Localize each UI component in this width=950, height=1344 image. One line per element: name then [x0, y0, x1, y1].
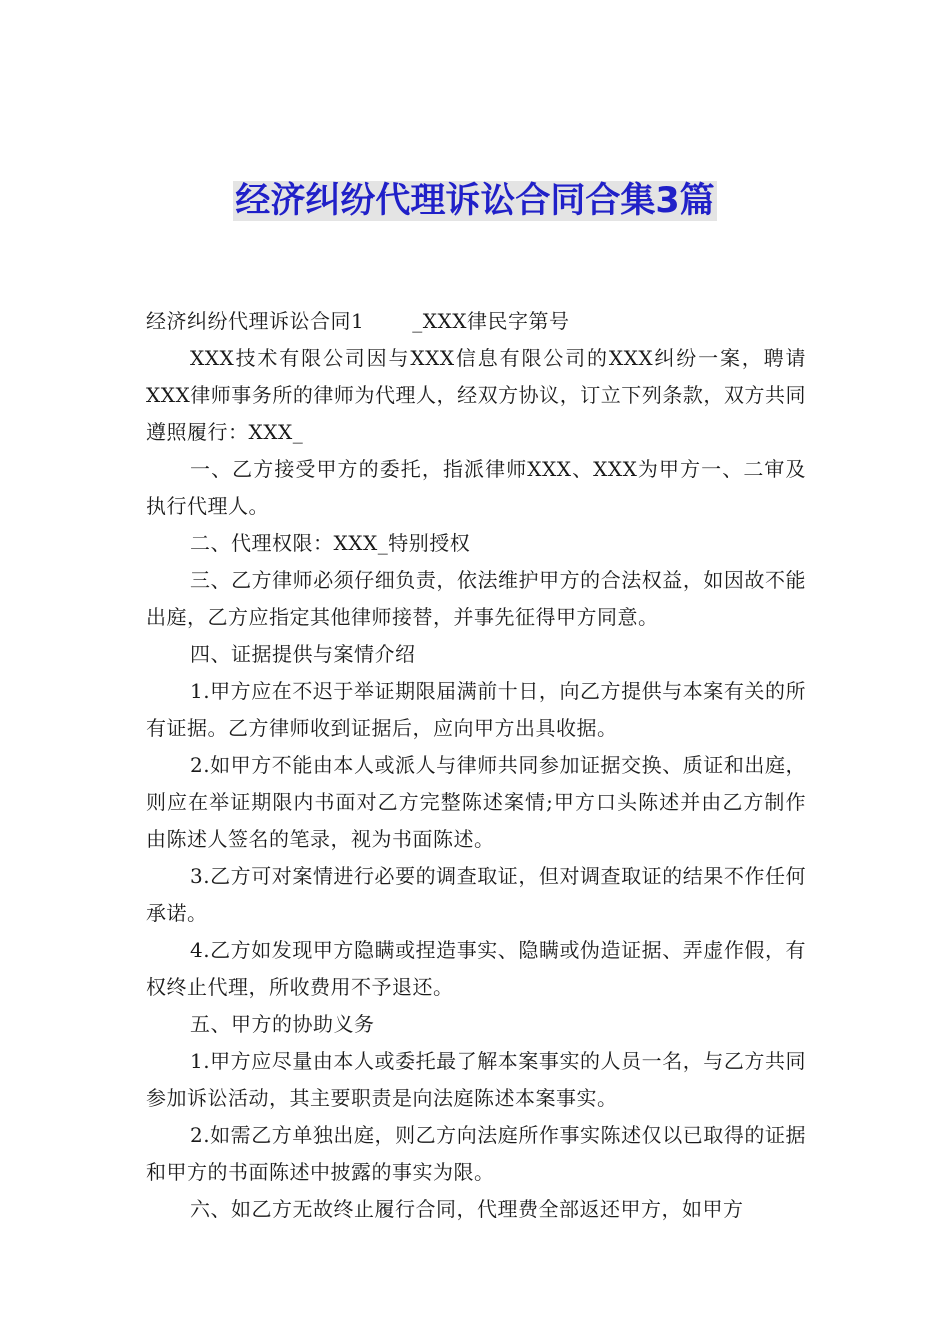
contract-number: _XXX律民字第号: [412, 309, 570, 333]
paragraph-preamble: XXX技术有限公司因与XXX信息有限公司的XXX纠纷一案，聘请XXX律师事务所的律师为代理人，经双方协议，订立下列条款，双方共同遵照履行：XXX_: [146, 346, 806, 444]
document-body: [146, 303, 806, 1228]
paragraph-clause-4-2: 2.如甲方不能由本人或派人与律师共同参加证据交换、质证和出庭，则应在举证期限内书面对乙方完整陈述案情;甲方口头陈述并由乙方制作由陈述人签名的笔录，视为书面陈述。: [146, 753, 806, 851]
contract-header-line: [146, 303, 806, 340]
paragraph-clause-3: 三、乙方律师必须仔细负责，依法维护甲方的合法权益，如因故不能出庭，乙方应指定其他律师接替，并事先征得甲方同意。: [146, 568, 806, 629]
paragraph-clause-4-heading: 四、证据提供与案情介绍: [190, 642, 416, 666]
paragraph-clause-4-3: 3.乙方可对案情进行必要的调查取证，但对调查取证的结果不作任何承诺。: [146, 864, 806, 925]
document-title-text: 经济纠纷代理诉讼合同合集3篇: [235, 181, 715, 221]
document-title: [0, 176, 950, 226]
paragraph-clause-2: 二、代理权限：XXX_特别授权: [190, 531, 471, 555]
header-spacer: [364, 303, 412, 340]
contract-name: 经济纠纷代理诉讼合同1: [146, 309, 365, 333]
paragraph-clause-4-1: 1.甲方应在不迟于举证期限届满前十日，向乙方提供与本案有关的所有证据。乙方律师收到证据后，应向甲方出具收据。: [146, 679, 806, 740]
paragraph-clause-4-4: 4.乙方如发现甲方隐瞒或捏造事实、隐瞒或伪造证据、弄虚作假，有权终止代理，所收费用不予退还。: [146, 938, 806, 999]
paragraph-clause-6: 六、如乙方无故终止履行合同，代理费全部返还甲方，如甲方: [190, 1197, 744, 1221]
paragraph-clause-5-1: 1.甲方应尽量由本人或委托最了解本案事实的人员一名，与乙方共同参加诉讼活动，其主要职责是向法庭陈述本案事实。: [146, 1049, 806, 1110]
paragraph-clause-5-2: 2.如需乙方单独出庭，则乙方向法庭所作事实陈述仅以已取得的证据和甲方的书面陈述中披露的事实为限。: [146, 1123, 806, 1184]
paragraph-clause-1: 一、乙方接受甲方的委托，指派律师XXX、XXX为甲方一、二审及执行代理人。: [146, 457, 806, 518]
paragraph-clause-5-heading: 五、甲方的协助义务: [190, 1012, 375, 1036]
